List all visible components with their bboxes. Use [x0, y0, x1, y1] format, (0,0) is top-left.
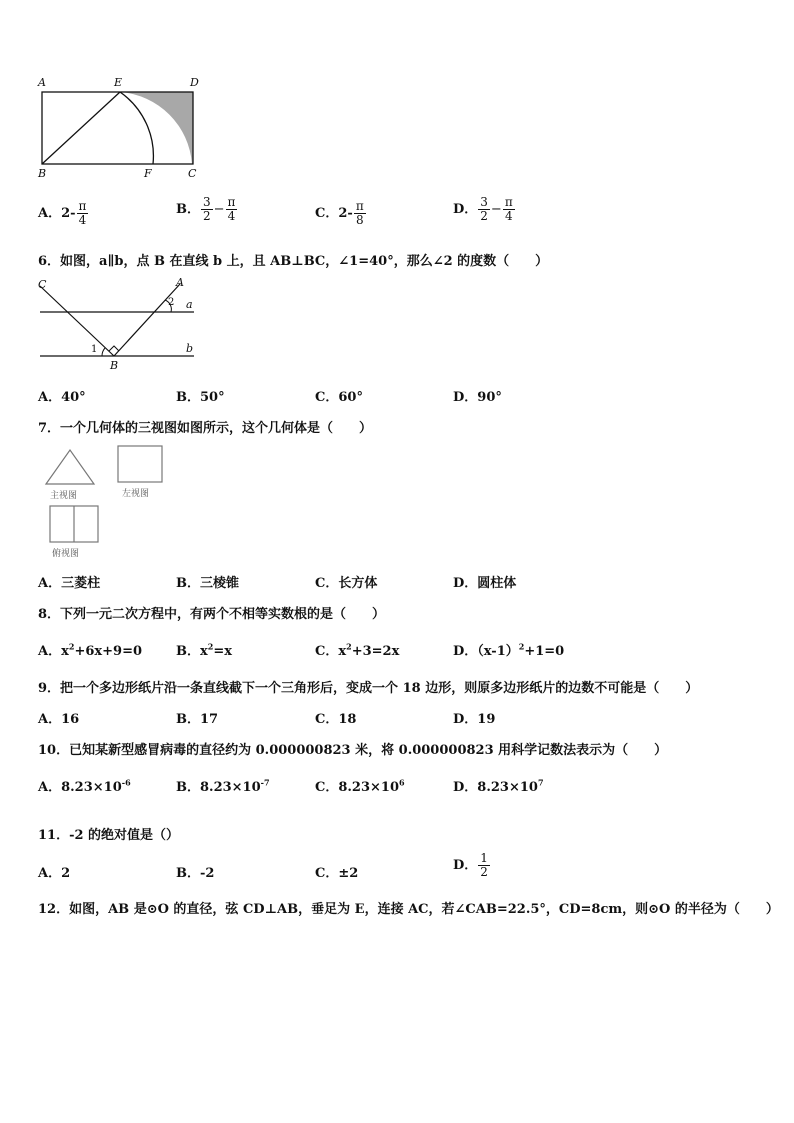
- segment-be: [42, 92, 120, 164]
- q7-option-c[interactable]: C．长方体: [315, 576, 378, 591]
- q6-stem: 6．如图，a∥b，点 B 在直线 b 上，且 AB⊥BC，∠1=40°，那么∠2 的度数（ ）: [38, 254, 549, 269]
- q10-option-d[interactable]: D．$8.23\times 10^7$: [453, 777, 544, 795]
- q6-figure: [34, 278, 204, 372]
- fraction: $\frac{\pi}{8}$: [355, 199, 364, 227]
- q8-option-b[interactable]: B．$x^2=x$: [176, 641, 232, 659]
- rectangle-arc-diagram: [36, 76, 206, 182]
- arc-ef: [120, 92, 153, 164]
- label-line-b: b: [186, 342, 194, 355]
- label-e: E: [114, 76, 123, 89]
- q8-option-a[interactable]: A．$x^2+6x+9=0$: [38, 641, 143, 659]
- label-a: A: [38, 76, 46, 89]
- q8-option-c[interactable]: C．$x^2+3=2x$: [315, 641, 400, 659]
- left-view-label: 左视图: [122, 489, 150, 499]
- q10-option-b[interactable]: B．$8.23\times 10^{-7}$: [176, 777, 270, 795]
- q9-stem: 9．把一个多边形纸片沿一条直线截下一个三角形后，变成一个 18 边形，则原多边形纸片的边数不可能是（ ）: [38, 681, 699, 696]
- q10-stem: 10．已知某新型感冒病毒的直径约为 0.000000823 米，将 0.000000823 用科学记数法表示为（ ）: [38, 743, 668, 758]
- label-f: F: [144, 167, 152, 180]
- fraction: $\frac{3}{2}$: [480, 195, 488, 223]
- front-view-triangle: [46, 450, 94, 484]
- label-c: C: [38, 278, 47, 291]
- label-angle-2: 2: [168, 297, 175, 308]
- q7-option-d[interactable]: D．圆柱体: [453, 576, 517, 591]
- q11-option-d[interactable]: D． $\frac{1}{2}$: [453, 851, 488, 879]
- top-view-label: 俯视图: [52, 549, 80, 559]
- q9-option-a[interactable]: A．16: [38, 712, 80, 727]
- fraction: $\frac{\pi}{4}$: [227, 195, 236, 223]
- q8-option-d[interactable]: D．$(x-1)^2+1=0$: [453, 641, 565, 659]
- angle-1-arc: [102, 348, 105, 356]
- q9-option-c[interactable]: C．18: [315, 712, 357, 727]
- label-d: D: [190, 76, 199, 89]
- q5-figure: [36, 76, 206, 182]
- q5-option-b[interactable]: B． $\frac{3}{2}$ − $\frac{\pi}{4}$: [176, 195, 236, 223]
- label-b: B: [38, 167, 47, 180]
- q5-option-d[interactable]: D． $\frac{3}{2}$ − $\frac{\pi}{4}$: [453, 195, 513, 223]
- q8-stem: 8．下列一元二次方程中，有两个不相等实数根的是（ ）: [38, 607, 386, 622]
- q9-option-b[interactable]: B．17: [176, 712, 219, 727]
- q11-option-b[interactable]: B．-2: [176, 866, 215, 881]
- q7-option-b[interactable]: B．三棱锥: [176, 576, 239, 591]
- q10-option-c[interactable]: C．$8.23\times 10^6$: [315, 777, 405, 795]
- front-view-label: 主视图: [50, 491, 78, 501]
- q6-option-d[interactable]: D．90°: [453, 390, 502, 405]
- fraction: $\frac{\pi}{4}$: [78, 199, 87, 227]
- fraction: $\frac{1}{2}$: [480, 851, 488, 879]
- shaded-region: [120, 92, 193, 164]
- q6-option-a[interactable]: A．40°: [38, 390, 86, 405]
- segment-cb: [40, 286, 114, 356]
- q5-option-c[interactable]: C．2- $\frac{\pi}{8}$: [315, 199, 364, 227]
- q9-option-d[interactable]: D．19: [453, 712, 496, 727]
- q11-stem: 11．-2 的绝对值是（）: [38, 828, 180, 843]
- q7-option-a[interactable]: A．三菱柱: [38, 576, 101, 591]
- segment-ba: [114, 284, 180, 356]
- q11-option-a[interactable]: A．2: [38, 866, 71, 881]
- q7-stem: 7．一个几何体的三视图如图所示，这个几何体是（ ）: [38, 421, 373, 436]
- q11-option-c[interactable]: C．±2: [315, 866, 359, 881]
- left-view-rectangle: [118, 446, 162, 482]
- q7-three-views: [40, 440, 170, 564]
- q10-option-a[interactable]: A．$8.23\times 10^{-6}$: [38, 777, 131, 795]
- q6-option-c[interactable]: C．60°: [315, 390, 363, 405]
- label-a: A: [176, 276, 184, 289]
- label-c: C: [188, 167, 197, 180]
- right-angle-mark: [109, 346, 119, 351]
- parallel-lines-diagram: [34, 278, 204, 372]
- q6-option-b[interactable]: B．50°: [176, 390, 225, 405]
- label-line-a: a: [186, 298, 193, 311]
- q5-option-a[interactable]: A．2- $\frac{\pi}{4}$: [38, 199, 87, 227]
- fraction: $\frac{3}{2}$: [203, 195, 211, 223]
- label-angle-1: 1: [91, 344, 98, 355]
- q12-stem: 12．如图，AB 是⊙O 的直径，弦 CD⊥AB，垂足为 E，连接 AC，若∠CAB=22.5°，CD=8cm，则⊙O 的半径为（ ）: [38, 902, 779, 917]
- label-b-point: B: [110, 359, 119, 372]
- fraction: $\frac{\pi}{4}$: [504, 195, 513, 223]
